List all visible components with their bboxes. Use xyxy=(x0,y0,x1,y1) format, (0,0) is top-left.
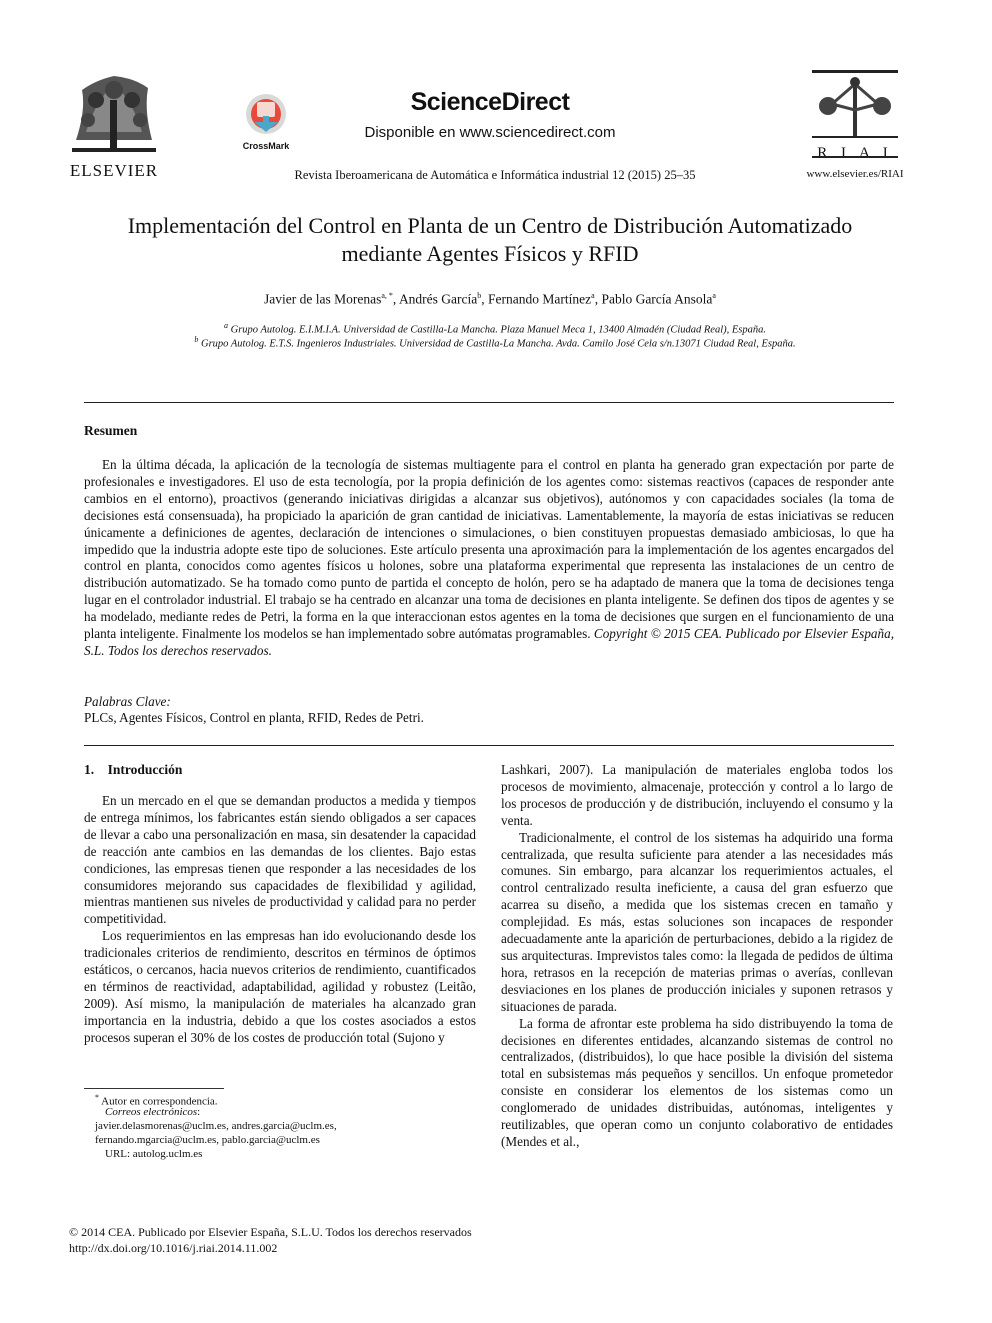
abstract-text: En la última década, la aplicación de la tecnología de sistemas multiagente para el control en planta ha generado gran expectación por parte de profesionales e investigadores. El uso de esta tecnología, por la propia definición de los agentes como: sistemas reactivos (capaces de responder ante cambios en el entorno), proactivos (generando iniciativas dirigidas a alcanzar sus objetivos), autónomos y con capacidades sociales (la toma de decisiones está consensuada), ha propiciado la aparición de gran cantidad de iniciativas. Lamentablemente, la mayoría de estas iniciativas se reducen únicamente a definiciones de agentes, declaración de intenciones o simulaciones, o bien constituyen propuestas demasiado ambiciosas, lo que ha impedido que la industria adopte este tipo de soluciones. Este artículo presenta una aproximación para la implementación de los agentes encargados del control en planta, conocidos como agentes físicos u holones, sobre una plataforma experimental que representa las instalaciones de un centro de distribución automatizado. Se ha tomado como punto de partida el concepto de holón, pero se ha adaptado de manera que la toma de decisiones tenga lugar en el controlador industrial. El trabajo se ha centrado en alcanzar una toma de decisiones en planta inteligente. Se definen dos tipos de agentes y se ha modelado, mediante redes de Petri, la forma en la que interaccionan estos agentes en la toma de decisiones que surgen en el funcionamiento de una planta inteligente. Finalmente los modelos se han implementado sobre autómatas programables. xyxy=(84,457,894,642)
riai-logo xyxy=(812,70,898,161)
affiliation-text: Grupo Autolog. E.I.M.I.A. Universidad de Castilla-La Mancha. Plaza Manuel Meca 1, 13400 Almadén (Ciudad Real), España. xyxy=(230,324,766,336)
sciencedirect-availability: Disponible en www.sciencedirect.com xyxy=(364,124,616,141)
affiliation-text: Grupo Autolog. E.T.S. Ingenieros Industriales. Universidad de Castilla-La Mancha. Avda. Camilo José Cela s/n.13071 Ciudad Real, España. xyxy=(201,338,796,350)
keywords-label: Palabras Clave: xyxy=(84,694,171,709)
affiliation-sup: b xyxy=(194,335,199,344)
paragraph: Tradicionalmente, el control de los sistemas ha adquirido una forma centralizada, que resulta suficiente para atender a las necesidades más comunes. Sin embargo, para alcanzar los requerimientos actuales, el control centralizado resulta ineficiente, a causa del gran esfuerzo que acarrea su diseño, a medida que los sistemas crecen en tamaño y complejidad. Es más, estas soluciones son incapaces de responder adecuadamente ante la aparición de perturbaciones, debido a la rigidez de sus arquitecturas. Imprevistos tales como: la llegada de pedidos de última hora, retrasos en la recepción de materias primas o averías, conllevan desviaciones en los planes de producción iniciales y suponen retrasos y situaciones de parada. xyxy=(501,829,893,1014)
footnote-url[interactable]: URL: autolog.uclm.es xyxy=(105,1148,203,1160)
author-list xyxy=(60,291,920,308)
elsevier-logo xyxy=(66,70,162,180)
abstract-heading: Resumen xyxy=(84,423,138,438)
paragraph: Lashkari, 2007). La manipulación de materiales engloba todos los procesos de movimiento, almacenaje, protección y control a lo largo de los procesos de producción y de distribución, incluyendo el consumo y la venta. xyxy=(501,762,893,828)
riai-emblem-icon xyxy=(812,70,898,140)
crossmark-icon xyxy=(236,92,296,136)
crossmark-label: CrossMark xyxy=(242,141,290,151)
footer-doi[interactable]: http://dx.doi.org/10.1016/j.riai.2014.11.002 xyxy=(69,1241,278,1255)
crossmark-badge[interactable] xyxy=(236,92,296,152)
column-left xyxy=(84,793,476,1047)
article-title xyxy=(60,212,920,268)
author-sup: a xyxy=(712,291,716,300)
footnote-asterisk: * xyxy=(95,1093,99,1102)
author-name[interactable]: Fernando Martínez xyxy=(488,291,592,307)
affiliation-sup: a xyxy=(224,321,229,330)
riai-wordmark: R I A I xyxy=(817,145,893,161)
riai-underline xyxy=(812,156,898,158)
sciencedirect-title[interactable]: ScienceDirect xyxy=(410,88,570,116)
journal-citation: Revista Iberoamericana de Automática e Informática industrial 12 (2015) 25–35 xyxy=(294,168,696,182)
emails-label: Correos electrónicos xyxy=(105,1106,198,1118)
page-footer xyxy=(69,1224,472,1256)
elsevier-wordmark: ELSEVIER xyxy=(69,161,159,180)
abstract-copyright: Copyright © 2015 CEA. Publicado por Elsevier España, S.L. Todos los derechos reservados. xyxy=(84,626,894,658)
author-name[interactable]: Javier de las Morenas xyxy=(264,291,382,307)
section-heading-introduccion: 1. Introducción xyxy=(84,762,183,777)
author-separator: , xyxy=(481,291,489,307)
paragraph: En un mercado en el que se demandan productos a medida y tiempos de entrega mínimos, los fabricantes están siendo obligados a ser capaces de llevar a cabo una personalización en masa, sin desatender la capacidad de reacción ante cambios en las demandas de los clientes. Bajo estas condiciones, las empresas tienen que responder a las necesidades de los consumidores mejorando sus capacidades de flexibilidad y agilidad, mientras mantienen sus niveles de productividad y calidad para no perder competitividad. xyxy=(84,793,476,927)
footnote-emails-line1[interactable]: javier.delasmorenas@uclm.es, andres.garcia@uclm.es, xyxy=(95,1120,337,1132)
author-separator: , xyxy=(392,291,399,307)
footnote-rule xyxy=(84,1088,224,1089)
affiliation-b xyxy=(60,335,930,350)
title-line-2: mediante Agentes Físicos y RFID xyxy=(341,241,639,266)
paragraph: Los requerimientos en las empresas han ido evolucionando desde los tradicionales criterios de rendimiento, descritos en términos de óptimos estáticos, o cercanos, hacia nuevos criterios de rendimiento, cuantificados en términos de reactividad, adaptabilidad, agilidad y robustez (Leitão, 2009). Así mismo, la manipulación de materiales ha alcanzado gran importancia en la industria, debido a que los costes asociados a estos procesos superan el 30% de los costes de producción total (Sujono y xyxy=(84,928,476,1045)
divider-bottom xyxy=(84,745,894,746)
column-right xyxy=(501,762,893,1151)
footnote-text: Autor en correspondencia. xyxy=(101,1095,218,1108)
author-name[interactable]: Pablo García Ansola xyxy=(601,291,713,307)
title-line-1: Implementación del Control en Planta de un Centro de Distribución Automatizado xyxy=(127,213,853,238)
footer-copyright: © 2014 CEA. Publicado por Elsevier España, S.L.U. Todos los derechos reservados xyxy=(69,1225,472,1239)
author-sup: a xyxy=(591,291,595,300)
elsevier-tree-icon xyxy=(66,70,162,154)
footnote-emails-label xyxy=(105,1105,200,1120)
divider-top xyxy=(84,402,894,403)
abstract-body xyxy=(84,457,894,660)
keywords-list: PLCs, Agentes Físicos, Control en planta, RFID, Redes de Petri. xyxy=(84,710,424,725)
affiliation-a xyxy=(60,321,930,336)
paragraph: La forma de afrontar este problema ha sido distribuyendo la toma de decisiones en diferentes entidades, alcanzando sistemas de control no centralizados, (distribuidos), lo que hace posible la división del sistema total en subsistemas más pequeños y sencillos. Un enfoque prometedor consiste en considerar los elementos de los sistemas como un conglomerado de unidades distribuidas, autónomas, inteligentes y reutilizables, que operan como un conjunto colaborativo de entidades (Mendes et al., xyxy=(501,1015,893,1149)
author-separator: , xyxy=(594,291,602,307)
author-name[interactable]: Andrés García xyxy=(398,291,478,307)
footnote-emails-line2[interactable]: fernando.mgarcia@uclm.es, pablo.garcia@uclm.es xyxy=(95,1134,320,1146)
riai-url[interactable]: www.elsevier.es/RIAI xyxy=(806,168,904,180)
author-sup: b xyxy=(477,291,482,300)
emails-colon: : xyxy=(197,1106,201,1118)
author-sup: a, * xyxy=(381,291,393,300)
